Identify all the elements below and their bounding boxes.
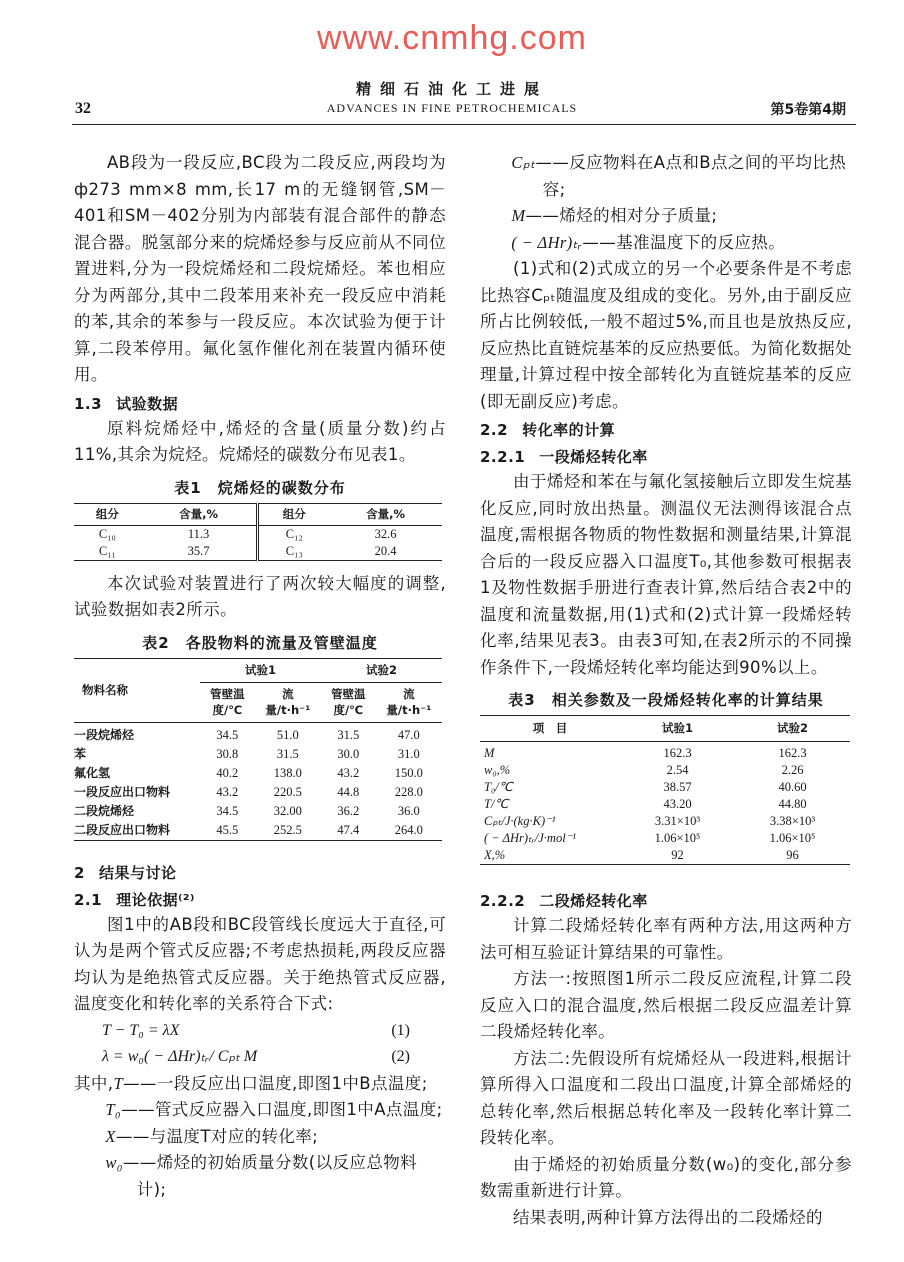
watermark: www.cnmhg.com	[317, 19, 587, 57]
row-label: Cₚₜ/J·(kg·K)⁻¹	[484, 814, 556, 828]
table-cell: 36.0	[397, 803, 420, 818]
row-label: 二段反应出口物料	[74, 822, 171, 837]
table-cell: 31.5	[337, 727, 360, 742]
equation-text: T − T₀ = λX	[102, 1021, 180, 1039]
table-row	[480, 813, 850, 830]
row-label: 苯	[74, 746, 87, 761]
table-cell: 3.31×10³	[654, 814, 701, 828]
right-column	[480, 150, 852, 1231]
definition-text: ——反应物料在A点和B点之间的平均比热容;	[535, 153, 847, 199]
table-cell: 38.57	[663, 780, 692, 794]
table-cell: 35.7	[187, 543, 210, 558]
paragraph: 本次试验对装置进行了两次较大幅度的调整,试验数据如表2所示。	[74, 573, 446, 619]
table-cell: 11.3	[187, 526, 210, 541]
paragraph: (1)式和(2)式成立的另一个必要条件是不考虑比热容Cₚₜ随温度及组成的变化。另外,由于副反应所占比例较低,一般不超过5%,而且也是放热反应,反应热比直链烷基苯的反应热要低。为简化数据处理量,计算过程中按全部转化为直链烷基苯的反应(即无副反应)考虑。	[480, 259, 852, 411]
definition-item	[480, 203, 852, 230]
row-label: 二段烷烯烃	[74, 803, 135, 818]
definition-item	[74, 1071, 446, 1098]
table-cell: 20.4	[374, 543, 397, 558]
table-cell: 3.38×10³	[769, 814, 816, 828]
definition-text: ——与温度T对应的转化率;	[115, 1126, 319, 1146]
definition-symbol: X	[105, 1126, 116, 1146]
table-cell: 44.8	[337, 784, 360, 799]
table-row	[480, 779, 850, 796]
paragraph: 图1中的AB段和BC段管线长度远大于直径,可认为是两个管式反应器;不考虑热损耗,两段反应器均认为是绝热管式反应器。关于绝热管式反应器,温度变化和转化率的关系符合下式:	[74, 914, 446, 1013]
heading-number: 2.1	[74, 890, 103, 909]
table-cell: 30.8	[216, 746, 239, 761]
definition-symbol: Cₚₜ	[511, 153, 536, 172]
definitions-intro: 其中,	[74, 1073, 114, 1093]
table-cell: C₁₁	[98, 543, 116, 558]
heading-number: 2.2.2	[480, 892, 526, 910]
table-row	[480, 847, 850, 865]
table2	[74, 658, 446, 841]
table3-title: 表3 相关参数及一段烯烃转化率的计算结果	[508, 691, 824, 709]
table-cell: 43.2	[216, 784, 239, 799]
table-cell: 31.5	[276, 746, 299, 761]
column-header: 含量,%	[141, 503, 258, 525]
table1	[74, 503, 446, 561]
table-row	[74, 764, 442, 783]
row-label: 一段烷烯烃	[74, 727, 135, 742]
table-row	[480, 762, 850, 779]
table-cell: 47.4	[337, 822, 360, 837]
variable-definitions-cont	[480, 150, 852, 256]
column-header: 项 目	[480, 716, 620, 742]
section-heading-2-2-1	[480, 445, 852, 469]
page-number: 32	[75, 100, 91, 117]
definition-symbol: M	[511, 206, 526, 225]
heading-number: 2.2.1	[480, 448, 526, 466]
definition-symbol: T	[113, 1073, 124, 1093]
heading-text: 一段烯烃转化率	[539, 448, 648, 466]
definition-item	[74, 1150, 446, 1203]
row-label: w₀,%	[484, 763, 511, 777]
row-label: X,%	[484, 848, 506, 862]
header-rule	[72, 124, 856, 125]
heading-text: 试验数据	[116, 394, 179, 413]
table-cell: 40.2	[216, 765, 239, 780]
table-row	[74, 525, 442, 543]
table-cell: 2.54	[666, 763, 689, 777]
table-cell: 44.80	[778, 797, 807, 811]
table-cell: 162.3	[778, 746, 807, 760]
heading-number: 2	[74, 863, 85, 882]
table-cell: 31.0	[397, 746, 420, 761]
table-cell: 252.5	[273, 822, 302, 837]
definition-symbol: w₀	[105, 1153, 123, 1172]
table-cell: 1.06×10⁵	[769, 831, 816, 845]
table1-title: 表1 烷烯烃的碳数分布	[174, 478, 346, 497]
table-cell: 2.26	[781, 763, 804, 777]
table-row	[480, 742, 850, 763]
heading-number: 2.2	[480, 421, 509, 439]
row-label: M	[484, 746, 495, 760]
equation-1	[74, 1018, 446, 1045]
table-cell: 51.0	[276, 727, 299, 742]
definition-text: ——烯烃的相对分子质量;	[525, 206, 718, 225]
heading-text: 转化率的计算	[522, 421, 616, 439]
column-header: 物料名称	[74, 658, 200, 722]
paragraph: 由于烯烃的初始质量分数(w₀)的变化,部分参数需重新进行计算。	[480, 1154, 852, 1200]
definition-item	[74, 1097, 446, 1124]
table-cell: 32.6	[374, 526, 397, 541]
section-heading-2	[74, 861, 446, 885]
left-column	[74, 150, 446, 1203]
equation-number: (1)	[391, 1021, 410, 1039]
column-header: 管壁温度/℃	[321, 682, 376, 722]
table-cell: 30.0	[337, 746, 360, 761]
definition-item	[480, 150, 852, 203]
table-cell: C₁₀	[98, 526, 116, 541]
equation-text: λ = w₀( − ΔHr)ₜᵣ/ Cₚₜ M	[102, 1048, 258, 1065]
row-label: 氟化氢	[74, 765, 111, 780]
heading-text: 理论依据⁽²⁾	[116, 890, 195, 909]
column-header: 试验2	[735, 716, 850, 742]
section-heading-2-1	[74, 888, 446, 912]
definition-text: ——基准温度下的反应热。	[582, 232, 786, 252]
paragraph: 方法二:先假设所有烷烯烃从一段进料,根据计算所得入口温度和二段出口温度,计算全部烯烃的总转化率,然后根据总转化率及一段转化率计算二段转化率。	[480, 1048, 852, 1147]
table-cell: C₁₂	[258, 525, 329, 543]
table-row	[74, 783, 442, 802]
table-row	[74, 802, 442, 821]
table-row	[74, 745, 442, 764]
definition-item	[74, 1124, 446, 1151]
table-cell: 96	[786, 848, 799, 862]
table-cell: 228.0	[394, 784, 423, 799]
paragraph: AB段为一段反应,BC段为二段反应,两段均为ф273 mm×8 mm,长17 m的无缝钢管,SM－401和SM－402分别为内部装有混合部件的静态混合器。脱氢部分来的烷烯烃参与反应前从不同位置进料,分为一段烷烯烃和二段烷烯烃。苯也相应分为两部分,其中二段苯用来补充一段反应中消耗的苯,其余的苯参与一段反应。本次试验为便于计算,二段苯停用。氟化氢作催化剂在装置内循环使用。	[74, 153, 446, 384]
column-header: 组分	[74, 503, 141, 525]
column-header: 管壁温度/℃	[200, 682, 255, 722]
variable-definitions	[74, 1071, 446, 1204]
table-cell: 150.0	[394, 765, 423, 780]
paragraph: 由于烯烃和苯在与氟化氢接触后立即发生烷基化反应,同时放出热量。测温仪无法测得该混合点温度,需根据各物质的物性数据和测量结果,计算混合后的一段反应器入口温度T₀,其他参数可根据表1及物性数据手册进行查表计算,然后结合表2中的温度和流量数据,用(1)式和(2)式计算一段烯烃转化率,结果见表3。由表3可知,在表2所示的不同操作条件下,一段烯烃转化率均能达到90%以上。	[480, 472, 852, 677]
definition-text: ——烯烃的初始质量分数(以反应总物料计);	[122, 1153, 418, 1199]
equation-number: (2)	[391, 1048, 410, 1065]
table-row	[74, 543, 442, 561]
table-cell: 40.60	[778, 780, 807, 794]
table-cell: 264.0	[394, 822, 423, 837]
heading-text: 二段烯烃转化率	[539, 892, 648, 910]
table-row	[74, 722, 442, 745]
paragraph: 结果表明,两种计算方法得出的二段烯烃的	[513, 1207, 823, 1227]
issue-label: 第5卷第4期	[770, 102, 846, 118]
definition-item	[480, 230, 852, 257]
table-cell: 138.0	[273, 765, 302, 780]
table-cell: 162.3	[663, 746, 692, 760]
table-cell: 45.5	[216, 822, 239, 837]
table-cell: 43.2	[337, 765, 360, 780]
section-heading-1-3	[74, 392, 446, 416]
heading-number: 1.3	[74, 394, 103, 413]
journal-title-cn: 精细石油化工进展	[355, 80, 548, 98]
equation-2	[74, 1044, 446, 1071]
table-row	[480, 830, 850, 847]
table-cell: 34.5	[216, 803, 239, 818]
table-cell: 47.0	[397, 727, 420, 742]
heading-text: 结果与讨论	[98, 863, 177, 882]
row-label: T₀/℃	[484, 780, 513, 794]
table-header-row	[480, 716, 850, 742]
row-label: ( − ΔHr)ₜᵣ/J·mol⁻¹	[484, 831, 577, 845]
paragraph: 原料烷烯烃中,烯烃的含量(质量分数)约占11%,其余为烷烃。烷烯烃的碳数分布见表1。	[74, 418, 446, 464]
column-group-header: 试验2	[321, 658, 442, 682]
row-label: T/℃	[484, 797, 509, 811]
definition-symbol: ( − ΔHr)ₜᵣ	[511, 232, 583, 252]
table-cell: 36.2	[337, 803, 360, 818]
table-cell: 34.5	[216, 727, 239, 742]
table3	[480, 715, 852, 865]
paragraph: 方法一:按照图1所示二段反应流程,计算二段反应入口的混合温度,然后根据二段反应温差计算二段烯烃转化率。	[480, 969, 852, 1041]
table-header-row	[74, 503, 442, 525]
column-header: 含量,%	[329, 503, 442, 525]
definition-text: ——管式反应器入口温度,即图1中A点温度;	[121, 1100, 443, 1119]
table-cell: 43.20	[663, 797, 692, 811]
paragraph: 计算二段烯烃转化率有两种方法,用这两种方法可相互验证计算结果的可靠性。	[480, 916, 852, 962]
table-cell: 220.5	[273, 784, 302, 799]
column-header: 流量/t·h⁻¹	[255, 682, 321, 722]
section-heading-2-2-2	[480, 889, 852, 913]
column-header: 流量/t·h⁻¹	[376, 682, 442, 722]
table-cell: 1.06×10⁵	[654, 831, 701, 845]
definition-text: ——一段反应出口温度,即图1中B点温度;	[123, 1073, 428, 1093]
row-label: 一段反应出口物料	[74, 784, 171, 799]
table-cell: 92	[671, 848, 684, 862]
table-header-row	[74, 658, 442, 682]
column-header: 组分	[258, 503, 329, 525]
definition-symbol: T₀	[105, 1100, 122, 1119]
column-header: 试验1	[620, 716, 735, 742]
column-group-header: 试验1	[200, 658, 321, 682]
journal-title-en: ADVANCES IN FINE PETROCHEMICALS	[326, 101, 578, 115]
table-row	[74, 821, 442, 841]
section-heading-2-2	[480, 418, 852, 442]
table-cell: C₁₃	[258, 543, 329, 561]
table-row	[480, 796, 850, 813]
table2-title: 表2 各股物料的流量及管壁温度	[142, 633, 378, 652]
table-cell: 32.00	[273, 803, 302, 818]
